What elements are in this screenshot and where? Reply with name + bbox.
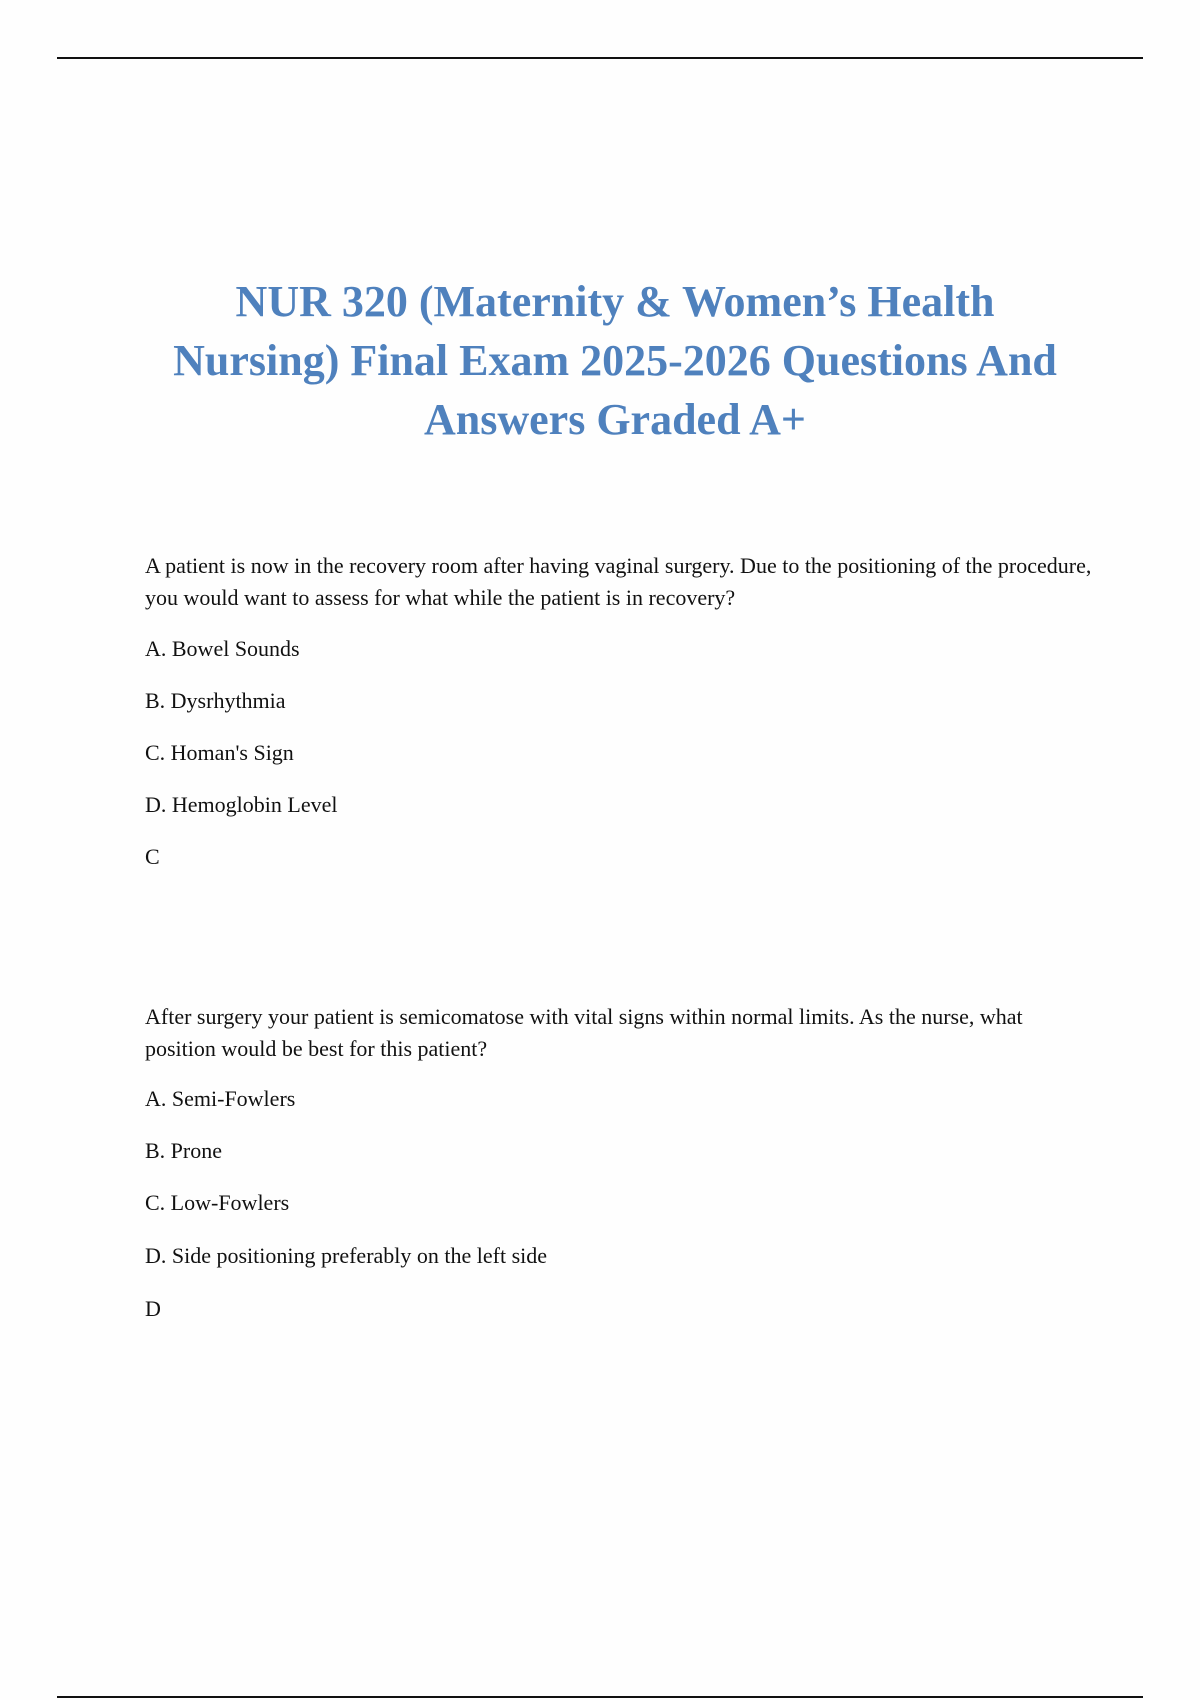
correct-answer: C — [145, 844, 160, 869]
answer-option: C. Homan's Sign — [145, 740, 294, 765]
answer-option: D. Side positioning preferably on the left side — [145, 1243, 548, 1268]
correct-answer: D — [145, 1296, 161, 1321]
footer-rule — [57, 1696, 1143, 1698]
answer-option: C. Low-Fowlers — [145, 1190, 290, 1215]
question-text: A patient is now in the recovery room after having vaginal surgery. Due to the positioning of the procedure, you would want to assess for what while the patient is in recovery? — [145, 553, 1092, 610]
answer-option: A. Semi-Fowlers — [145, 1086, 296, 1111]
answer-option: B. Dysrhythmia — [145, 688, 286, 713]
question-block-1 — [145, 550, 1095, 880]
answer-option: B. Prone — [145, 1138, 222, 1163]
title-line: NUR 320 (Maternity & Women’s Health — [235, 277, 995, 326]
answer-option: D. Hemoglobin Level — [145, 792, 338, 817]
question-block-2 — [145, 1001, 1095, 1331]
question-text: After surgery your patient is semicomatose with vital signs within normal limits. As the nurse, what position would be best for this patient? — [145, 1004, 1023, 1061]
title-line: Nursing) Final Exam 2025-2026 Questions And — [173, 336, 1057, 385]
document-title — [120, 272, 1110, 449]
answer-option: A. Bowel Sounds — [145, 636, 300, 661]
header-rule — [57, 57, 1143, 59]
title-line: Answers Graded A+ — [424, 395, 806, 444]
